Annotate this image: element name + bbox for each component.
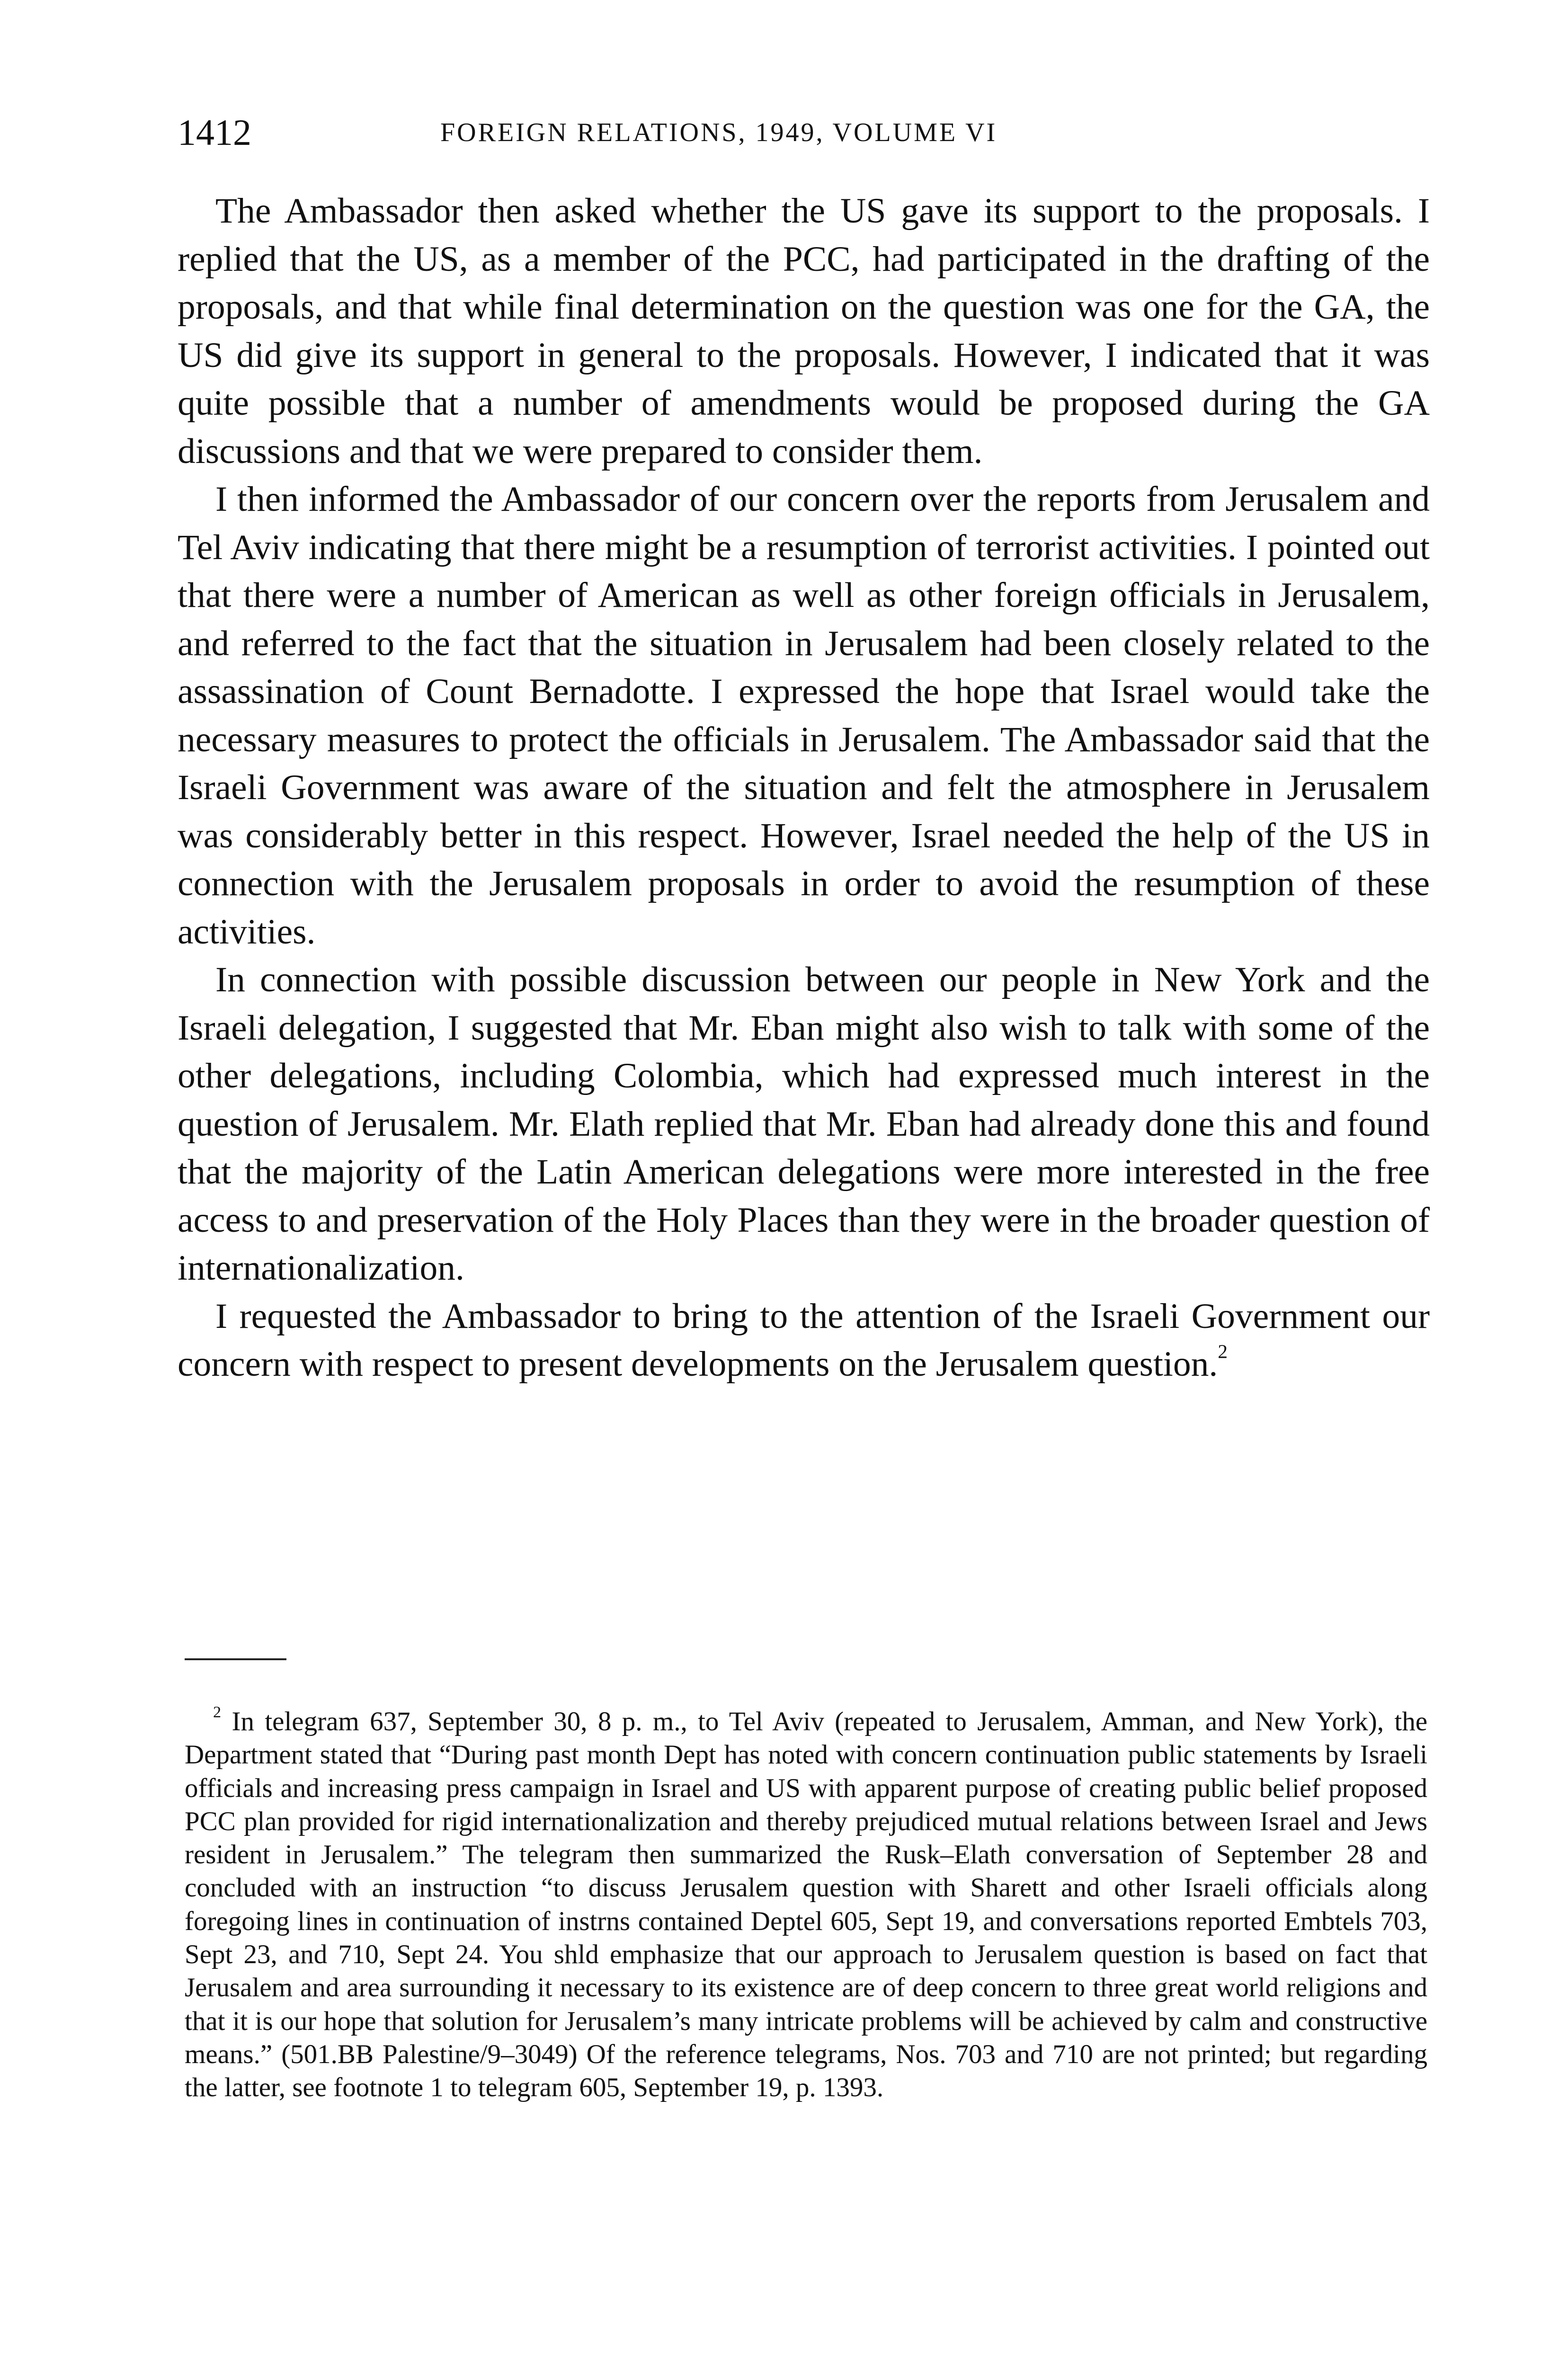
paragraph-1: The Ambassador then asked whether the US gave its support to the proposals. I replied that the US, as a member of the PCC, had participated in the drafting of the proposals, and that while final determination on the question was one for the GA, the US did give its support in general to the proposals. However, I indicated that it was quite possible that a number of amendments would be proposed during the GA discussions and that we were prepared to consider them. — [178, 191, 1430, 471]
paragraph-2: I then informed the Ambassador of our concern over the reports from Jerusalem and Tel Aviv indicating that there might be a resumption of terrorist activities. I pointed out that there were a number of American as well as other foreign officials in Jerusalem, and referred to the fact that the situation in Jerusalem had been closely related to the assassination of Count Bernadotte. I expressed the hope that Israel would take the necessary measures to protect the officials in Jerusalem. The Ambassador said that the Israeli Government was aware of the situation and felt the atmosphere in Jerusalem was considerably better in this respect. However, Israel needed the help of the US in connection with the Jerusalem proposals in order to avoid the resumption of these activities. — [178, 480, 1430, 952]
footnote-divider — [185, 1658, 286, 1660]
page-header — [178, 107, 1437, 159]
footnote-text: In telegram 637, September 30, 8 p. m., to Tel Aviv (repeated to Jerusalem, Amman, and New York), the Department stated that “During past month Dept has noted with concern continuation public statements by Israeli officials and increasing press campaign in Israel and US with apparent purpose of creating public belief proposed PCC plan provided for rigid internationalization and thereby prejudiced mutual relations between Israel and Jews resident in Jerusalem.” The telegram then summarized the Rusk–Elath conversation of September 28 and concluded with an instruction “to discuss Jerusalem question with Sharett and other Israeli officials along foregoing lines in continuation of instrns contained Deptel 605, Sept 19, and conversations reported Embtels 703, Sept 23, and 710, Sept 24. You shld emphasize that our approach to Jerusalem question is based on fact that Jerusalem and area surrounding it necessary to its existence are of deep concern to three great world religions and that it is our hope that solution for Jerusalem’s many intricate problems will be achieved by calm and constructive means.” (501.BB Palestine/9–3049) Of the reference telegrams, Nos. 703 and 710 are not printed; but regarding the latter, see footnote 1 to telegram 605, September 19, p. 1393. — [185, 1707, 1427, 2103]
footnote-marker: 2 — [213, 1703, 222, 1721]
footnote — [185, 1705, 1427, 2105]
paragraph-3: In connection with possible discussion between our people in New York and the Israeli delegation, I suggested that Mr. Eban might also wish to talk with some of the other delegations, including Colombia, which had expressed much interest in the question of Jerusalem. Mr. Elath replied that Mr. Eban had already done this and found that the majority of the Latin American delegations were more interested in the free access to and preservation of the Holy Places than they were in the broader question of internationalization. — [178, 960, 1430, 1288]
running-head: FOREIGN RELATIONS, 1949, VOLUME VI — [440, 118, 998, 147]
paragraph-4-text: I requested the Ambassador to bring to the attention of the Israeli Government our concern with respect to present developments on the Jerusalem question. — [178, 1296, 1430, 1384]
page-number: 1412 — [178, 112, 251, 153]
body-text — [178, 187, 1430, 1388]
paragraph-4 — [178, 1292, 1430, 1388]
footnote-reference: 2 — [1218, 1340, 1228, 1362]
